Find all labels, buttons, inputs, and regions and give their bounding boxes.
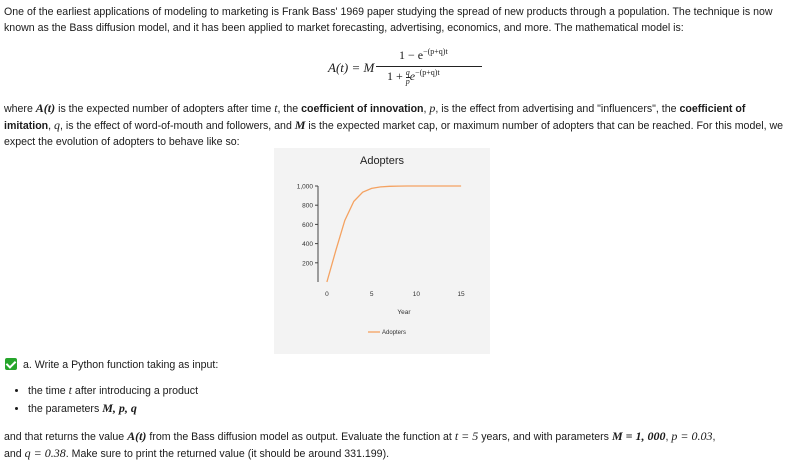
y-tick-label: 600	[302, 221, 313, 229]
bass-formula	[0, 42, 791, 92]
x-tick-label: 0	[325, 291, 329, 298]
x-tick-label: 10	[412, 291, 420, 298]
where-paragraph: where A(t) is the expected number of adopters after time t, the coefficient of innovation, p, is the effect from advertising and "influencers", the coefficient of imitation, q, is the effect of word-of-mouth and followers, and M is the expected market cap, or maximum number of adopters that can be reached. For this model, we expect the evolution of adopters to behave like so:	[4, 101, 784, 148]
task-label: a. Write a Python function taking as input:	[23, 359, 219, 371]
y-tick-label: 1,000	[296, 183, 313, 191]
y-tick-label: 200	[302, 260, 313, 268]
task-a	[5, 358, 218, 371]
closing-paragraph: and that returns the value A(t) from the Bass diffusion model as output. Evaluate the function at t = 5 years, and with parameters M = 1, 000, p = 0.03, and q = 0.38. Make sure to print the returned value (it should be around 331.199).	[4, 429, 716, 460]
chart-svg	[274, 148, 490, 354]
formula-numerator: $1 - e^{-(p+q)t}$	[399, 47, 448, 62]
imitation-term: coefficient of imitation	[4, 103, 746, 132]
chart-title: Adopters	[359, 155, 405, 167]
y-tick-label: 400	[302, 241, 313, 249]
checkmark-icon[interactable]	[5, 358, 17, 370]
x-tick-label: 5	[369, 291, 374, 298]
input-list	[8, 382, 198, 418]
fraction-bar	[376, 66, 482, 67]
innovation-term: coefficient of innovation	[301, 103, 424, 115]
adopters-chart	[274, 148, 490, 354]
list-item: • the time t after introducing a product	[28, 382, 198, 400]
intro-paragraph	[4, 4, 784, 36]
series-line-adopters	[327, 186, 461, 282]
intro-text: One of the earliest applications of modeling to marketing is Frank Bass' 1969 paper studying the spread of new products through a population. The technique is now known as the Bass diffusion model, and it has been applied to market forecasting, advertising, economics, and more. The mathematical model is:	[4, 6, 773, 34]
list-item: • the parameters M, p, q	[28, 400, 198, 418]
At-symbol: A(t)	[35, 101, 56, 115]
formula-denominator: 1 + $\frac{q}{p}$ $e^{-(p+q)t}$	[387, 67, 440, 86]
legend-label: Adopters	[382, 330, 407, 336]
formula-lhs: A(t) = M	[328, 60, 375, 75]
y-tick-label: 800	[302, 202, 313, 210]
x-tick-label: 15	[457, 291, 465, 298]
x-axis-label: Year	[397, 309, 411, 316]
